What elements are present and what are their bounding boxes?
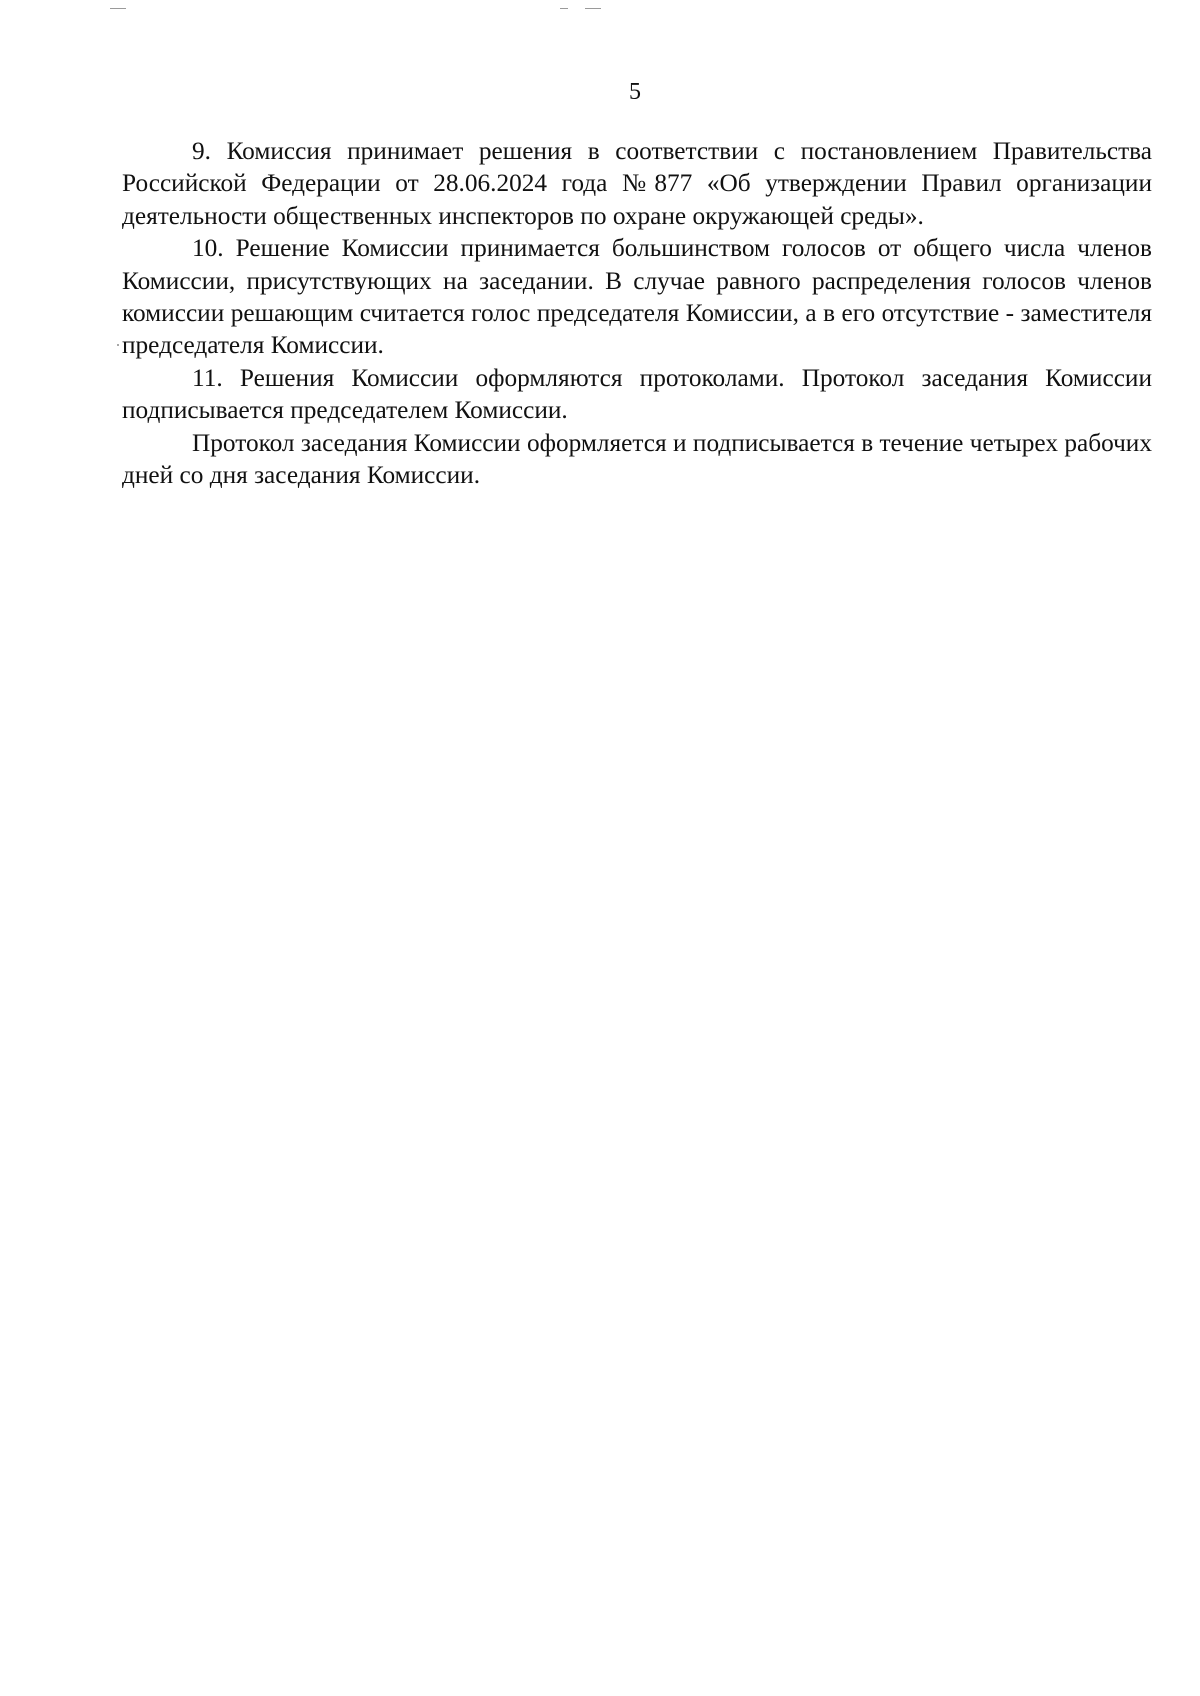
page-number: 5 [629,79,641,105]
paragraph-item-11: 11. Решения Комиссии оформляются протоколами. Протокол заседания Комиссии подписывается председателем Комиссии. [122,363,1152,425]
scan-artifact [560,8,568,9]
scan-artifact [110,8,126,9]
scan-artifact [117,344,119,346]
document-body [122,135,1152,491]
paragraph-item-9: 9. Комиссия принимает решения в соответствии с постановлением Правительства Российской Федерации от 28.06.2024 года №877 «Об утверждении Правил организации деятельности общественных инспекторов по охране окружающей среды». [122,137,1152,230]
paragraph-item-10: 10. Решение Комиссии принимается большинством голосов от общего числа членов Комиссии, присутствующих на заседании. В случае равного распределения голосов членов комиссии решающим считается голос председателя Комиссии, а в его отсутствие - заместителя председателя Комиссии. [122,234,1152,360]
paragraph-protocol-deadline: Протокол заседания Комиссии оформляется и подписывается в течение четырех рабочих дней со дня заседания Комиссии. [122,428,1152,490]
scan-artifact [585,8,601,9]
